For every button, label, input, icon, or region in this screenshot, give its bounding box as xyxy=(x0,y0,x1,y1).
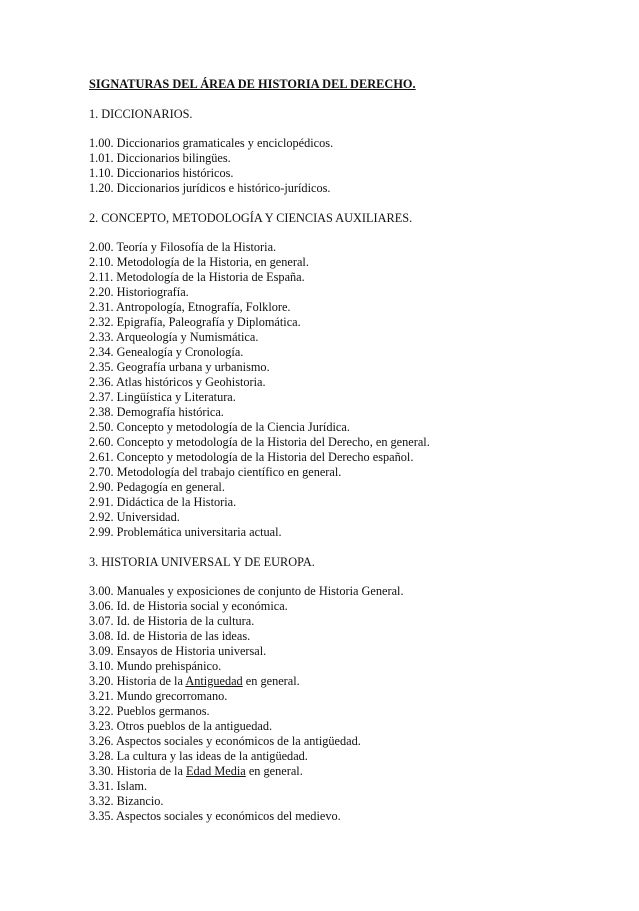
item-text: Aspectos sociales y económicos del medievo. xyxy=(116,809,341,823)
item-text: Genealogía y Cronología. xyxy=(116,345,244,359)
item-code: 1.10. xyxy=(89,166,114,180)
list-item xyxy=(89,240,430,255)
item-text: Teoría y Filosofía de la Historia. xyxy=(116,240,277,254)
item-text: Concepto y metodología de la Ciencia Jurídica. xyxy=(116,420,350,434)
list-item xyxy=(89,435,430,450)
item-text: Manuales y exposiciones de conjunto de Historia General. xyxy=(116,584,404,598)
item-text: Diccionarios bilingües. xyxy=(116,151,231,165)
item-code: 2.11. xyxy=(89,270,114,284)
list-item xyxy=(89,584,404,599)
item-text: Mundo grecorromano. xyxy=(116,689,228,703)
section-list-3 xyxy=(89,584,404,824)
list-item xyxy=(89,315,430,330)
item-code: 3.26. xyxy=(89,734,114,748)
item-text: Problemática universitaria actual. xyxy=(116,525,282,539)
item-code: 3.22. xyxy=(89,704,114,718)
item-code: 3.23. xyxy=(89,719,114,733)
item-code: 2.61. xyxy=(89,450,114,464)
item-text: Mundo prehispánico. xyxy=(116,659,222,673)
item-code: 1.20. xyxy=(89,181,114,195)
list-item xyxy=(89,525,430,540)
list-item xyxy=(89,644,404,659)
item-underlined-text: Antiguedad xyxy=(185,674,243,688)
item-text: Pedagogía en general. xyxy=(116,480,225,494)
item-text: Concepto y metodología de la Historia del Derecho español. xyxy=(116,450,414,464)
item-code: 2.34. xyxy=(89,345,114,359)
list-item xyxy=(89,749,404,764)
section-heading-3: 3. HISTORIA UNIVERSAL Y DE EUROPA. xyxy=(89,555,315,569)
item-code: 2.91. xyxy=(89,495,114,509)
item-code: 2.38. xyxy=(89,405,114,419)
list-item xyxy=(89,779,404,794)
item-text: Antropología, Etnografía, Folklore. xyxy=(116,300,291,314)
list-item xyxy=(89,674,404,689)
item-text: Ensayos de Historia universal. xyxy=(116,644,267,658)
list-item xyxy=(89,300,430,315)
list-item xyxy=(89,390,430,405)
section-list-2 xyxy=(89,240,430,540)
item-code: 3.09. xyxy=(89,644,114,658)
list-item xyxy=(89,270,430,285)
document-title: SIGNATURAS DEL ÁREA DE HISTORIA DEL DERECHO. xyxy=(89,77,416,91)
item-text: Otros pueblos de la antiguedad. xyxy=(116,719,273,733)
list-item xyxy=(89,330,430,345)
item-code: 2.33. xyxy=(89,330,114,344)
item-text: La cultura y las ideas de la antigüedad. xyxy=(116,749,308,763)
item-text: Concepto y metodología de la Historia del Derecho, en general. xyxy=(116,435,430,449)
item-text: Islam. xyxy=(116,779,148,793)
list-item xyxy=(89,794,404,809)
item-code: 3.08. xyxy=(89,629,114,643)
item-code: 3.07. xyxy=(89,614,114,628)
item-code: 2.10. xyxy=(89,255,114,269)
item-code: 3.28. xyxy=(89,749,114,763)
item-text: Metodología de la Historia, en general. xyxy=(116,255,309,269)
item-text-tail: en general. xyxy=(245,764,303,778)
list-item xyxy=(89,659,404,674)
item-text: Id. de Historia de la cultura. xyxy=(116,614,255,628)
item-code: 1.01. xyxy=(89,151,114,165)
item-code: 3.31. xyxy=(89,779,114,793)
item-code: 3.32. xyxy=(89,794,114,808)
item-text: Diccionarios jurídicos e histórico-jurídicos. xyxy=(116,181,331,195)
list-item xyxy=(89,809,404,824)
item-code: 2.00. xyxy=(89,240,114,254)
item-text: Aspectos sociales y económicos de la antigüedad. xyxy=(116,734,361,748)
item-code: 2.36. xyxy=(89,375,114,389)
item-text-tail: en general. xyxy=(242,674,300,688)
item-code: 2.60. xyxy=(89,435,114,449)
item-text: Bizancio. xyxy=(116,794,164,808)
list-item xyxy=(89,480,430,495)
list-item xyxy=(89,285,430,300)
item-code: 3.06. xyxy=(89,599,114,613)
item-code: 2.70. xyxy=(89,465,114,479)
item-code: 2.20. xyxy=(89,285,114,299)
item-text: Diccionarios gramaticales y enciclopédicos. xyxy=(116,136,334,150)
list-item xyxy=(89,136,333,151)
item-text: Historia de la xyxy=(116,674,186,688)
list-item xyxy=(89,689,404,704)
section-heading-1: 1. DICCIONARIOS. xyxy=(89,107,193,121)
item-text: Epigrafía, Paleografía y Diplomática. xyxy=(116,315,301,329)
list-item xyxy=(89,181,333,196)
item-text: Id. de Historia social y económica. xyxy=(116,599,288,613)
list-item xyxy=(89,764,404,779)
list-item xyxy=(89,465,430,480)
item-code: 2.99. xyxy=(89,525,114,539)
item-text: Pueblos germanos. xyxy=(116,704,210,718)
item-text: Metodología del trabajo científico en general. xyxy=(116,465,342,479)
item-text: Metodología de la Historia de España. xyxy=(116,270,305,284)
item-text: Demografía histórica. xyxy=(116,405,224,419)
item-code: 2.31. xyxy=(89,300,114,314)
list-item xyxy=(89,375,430,390)
list-item xyxy=(89,704,404,719)
list-item xyxy=(89,599,404,614)
list-item xyxy=(89,510,430,525)
list-item xyxy=(89,734,404,749)
list-item xyxy=(89,614,404,629)
item-text: Geografía urbana y urbanismo. xyxy=(116,360,270,374)
item-code: 3.21. xyxy=(89,689,114,703)
item-code: 1.00. xyxy=(89,136,114,150)
item-code: 2.35. xyxy=(89,360,114,374)
item-code: 2.37. xyxy=(89,390,114,404)
list-item xyxy=(89,166,333,181)
item-code: 3.20. xyxy=(89,674,114,688)
item-text: Id. de Historia de las ideas. xyxy=(116,629,251,643)
list-item xyxy=(89,151,333,166)
list-item xyxy=(89,420,430,435)
item-text: Historia de la xyxy=(116,764,186,778)
item-code: 2.92. xyxy=(89,510,114,524)
section-heading-2: 2. CONCEPTO, METODOLOGÍA Y CIENCIAS AUXILIARES. xyxy=(89,211,413,225)
item-text: Lingüística y Literatura. xyxy=(116,390,236,404)
list-item xyxy=(89,255,430,270)
item-text: Diccionarios históricos. xyxy=(116,166,234,180)
item-code: 3.30. xyxy=(89,764,114,778)
list-item xyxy=(89,345,430,360)
item-text: Arqueología y Numismática. xyxy=(116,330,259,344)
item-code: 2.50. xyxy=(89,420,114,434)
item-text: Atlas históricos y Geohistoria. xyxy=(116,375,266,389)
item-code: 2.32. xyxy=(89,315,114,329)
item-text: Historiografía. xyxy=(116,285,189,299)
list-item xyxy=(89,629,404,644)
item-code: 3.10. xyxy=(89,659,114,673)
section-list-1 xyxy=(89,136,333,196)
item-text: Didáctica de la Historia. xyxy=(116,495,237,509)
list-item xyxy=(89,405,430,420)
list-item xyxy=(89,450,430,465)
item-underlined-text: Edad Media xyxy=(186,764,246,778)
list-item xyxy=(89,719,404,734)
item-code: 2.90. xyxy=(89,480,114,494)
item-code: 3.35. xyxy=(89,809,114,823)
item-code: 3.00. xyxy=(89,584,114,598)
list-item xyxy=(89,360,430,375)
item-text: Universidad. xyxy=(116,510,180,524)
list-item xyxy=(89,495,430,510)
